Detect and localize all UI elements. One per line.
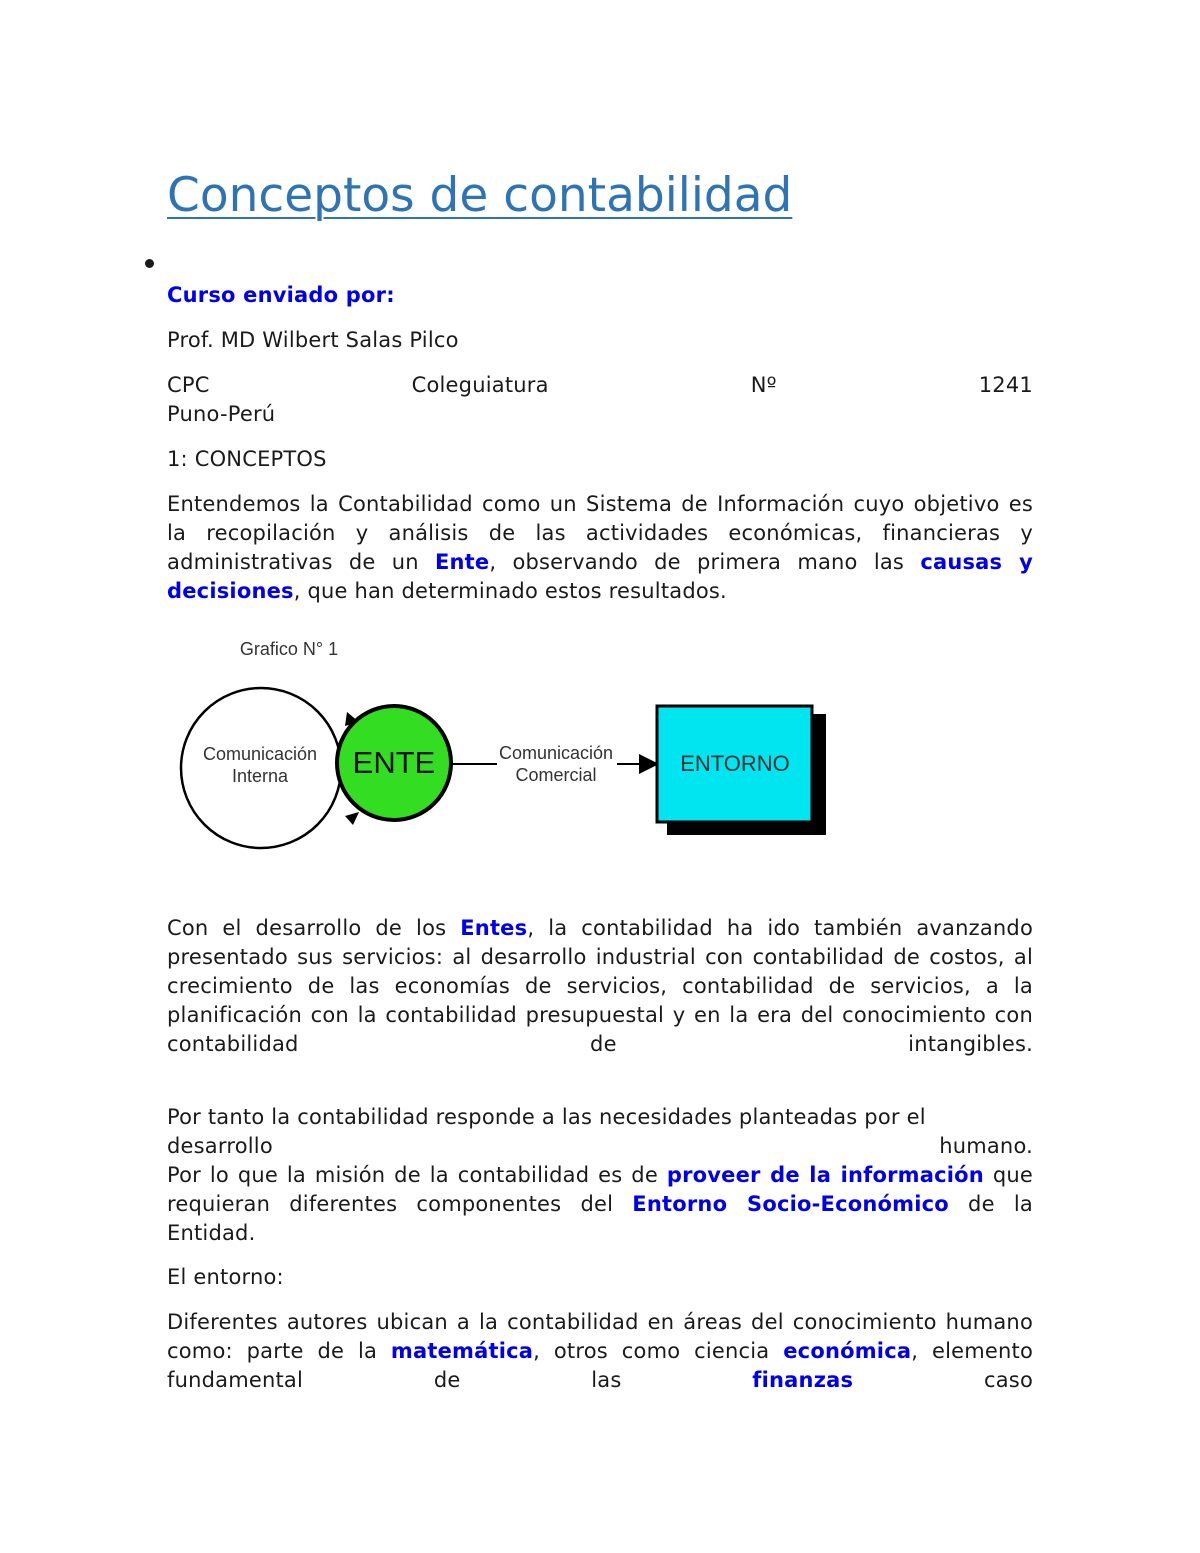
link-finanzas[interactable]: finanzas [752,1368,854,1392]
internal-label-line-1: Comunicación [202,744,318,764]
commercial-label-line-2: Comercial [515,765,597,785]
arrowhead-bottom [345,812,359,825]
paragraph-4 [167,1308,1033,1395]
para4-text-2: , otros como ciencia [533,1339,784,1363]
credentials-block [167,371,1033,429]
para3-mission [167,1161,1033,1248]
ente-label: ENTE [352,745,436,780]
para4-text-1: Diferentes autores ubican a la contabilidad en áreas del conocimiento humano como: parte de la [167,1310,1033,1363]
para3-word-humano: humano. [939,1134,1033,1158]
link-entes[interactable]: Entes [460,916,528,940]
entorno-heading: El entorno: [167,1265,284,1289]
paragraph-2 [167,914,1033,1059]
para1-text-2: , observando de primera mano las [489,550,921,574]
diagram-grafico-1 [167,630,847,870]
para3-line-2 [167,1132,1033,1161]
para3-text-3: de la Entidad. [167,1192,1033,1245]
link-causas-decisiones[interactable]: causas y decisiones [167,550,1034,603]
para4-text-4: caso [853,1368,1033,1392]
para4-text-3: , elemento fundamental de las [167,1339,1033,1392]
page-title[interactable]: Conceptos de contabilidad [167,168,793,223]
number-sign-word: Nº [750,373,777,397]
para1-text-1: Entendemos la Contabilidad como un Sistema de Información cuyo objetivo es la recopilación y análisis de las actividades económicas, financieras y administrativas de un [167,492,1033,574]
coleguiatura-word: Coleguiatura [411,373,549,397]
author-name: Prof. MD Wilbert Salas Pilco [167,328,459,352]
cpc-line [167,371,1033,400]
link-matematica[interactable]: matemática [390,1339,534,1363]
para2-text-1: Con el desarrollo de los [167,916,461,940]
link-proveer-informacion[interactable]: proveer de la información [666,1163,984,1187]
diagram-caption: Grafico N° 1 [239,639,339,659]
bullet-point [145,259,154,268]
cpc-word: CPC [167,373,210,397]
para3-line-1: Por tanto la contabilidad responde a las necesidades planteadas por el [167,1105,926,1129]
link-entorno-socio-economico[interactable]: Entorno Socio-Económico [632,1192,949,1216]
paragraph-3 [167,1103,1033,1248]
commercial-label-line-1: Comunicación [498,743,614,763]
internal-label-line-2: Interna [231,766,289,786]
para3-text-1: Por lo que la misión de la contabilidad es de [167,1163,667,1187]
sent-by-label: Curso enviado por: [167,283,395,307]
location-line: Puno-Perú [167,402,276,426]
entorno-label: ENTORNO [680,751,790,776]
para3-word-desarrollo: desarrollo [167,1134,273,1158]
section-heading: 1: CONCEPTOS [167,447,327,471]
link-ente[interactable]: Ente [434,550,490,574]
registration-number: 1241 [978,373,1033,397]
para3-text-2: que requieran diferentes componentes del [167,1163,1033,1216]
para2-text-2: , la contabilidad ha ido también avanzando presentado sus servicios: al desarrollo industrial con contabilidad de costos, al crecimiento de las economías de servicios, contabilidad de servicios, a la planificación con la contabilidad presupuestal y en la era del conocimiento con contabilidad de intangibles. [167,916,1033,1056]
para1-text-3: , que han determinado estos resultados. [293,579,727,603]
paragraph-1 [167,490,1033,606]
link-economica[interactable]: económica [783,1339,912,1363]
